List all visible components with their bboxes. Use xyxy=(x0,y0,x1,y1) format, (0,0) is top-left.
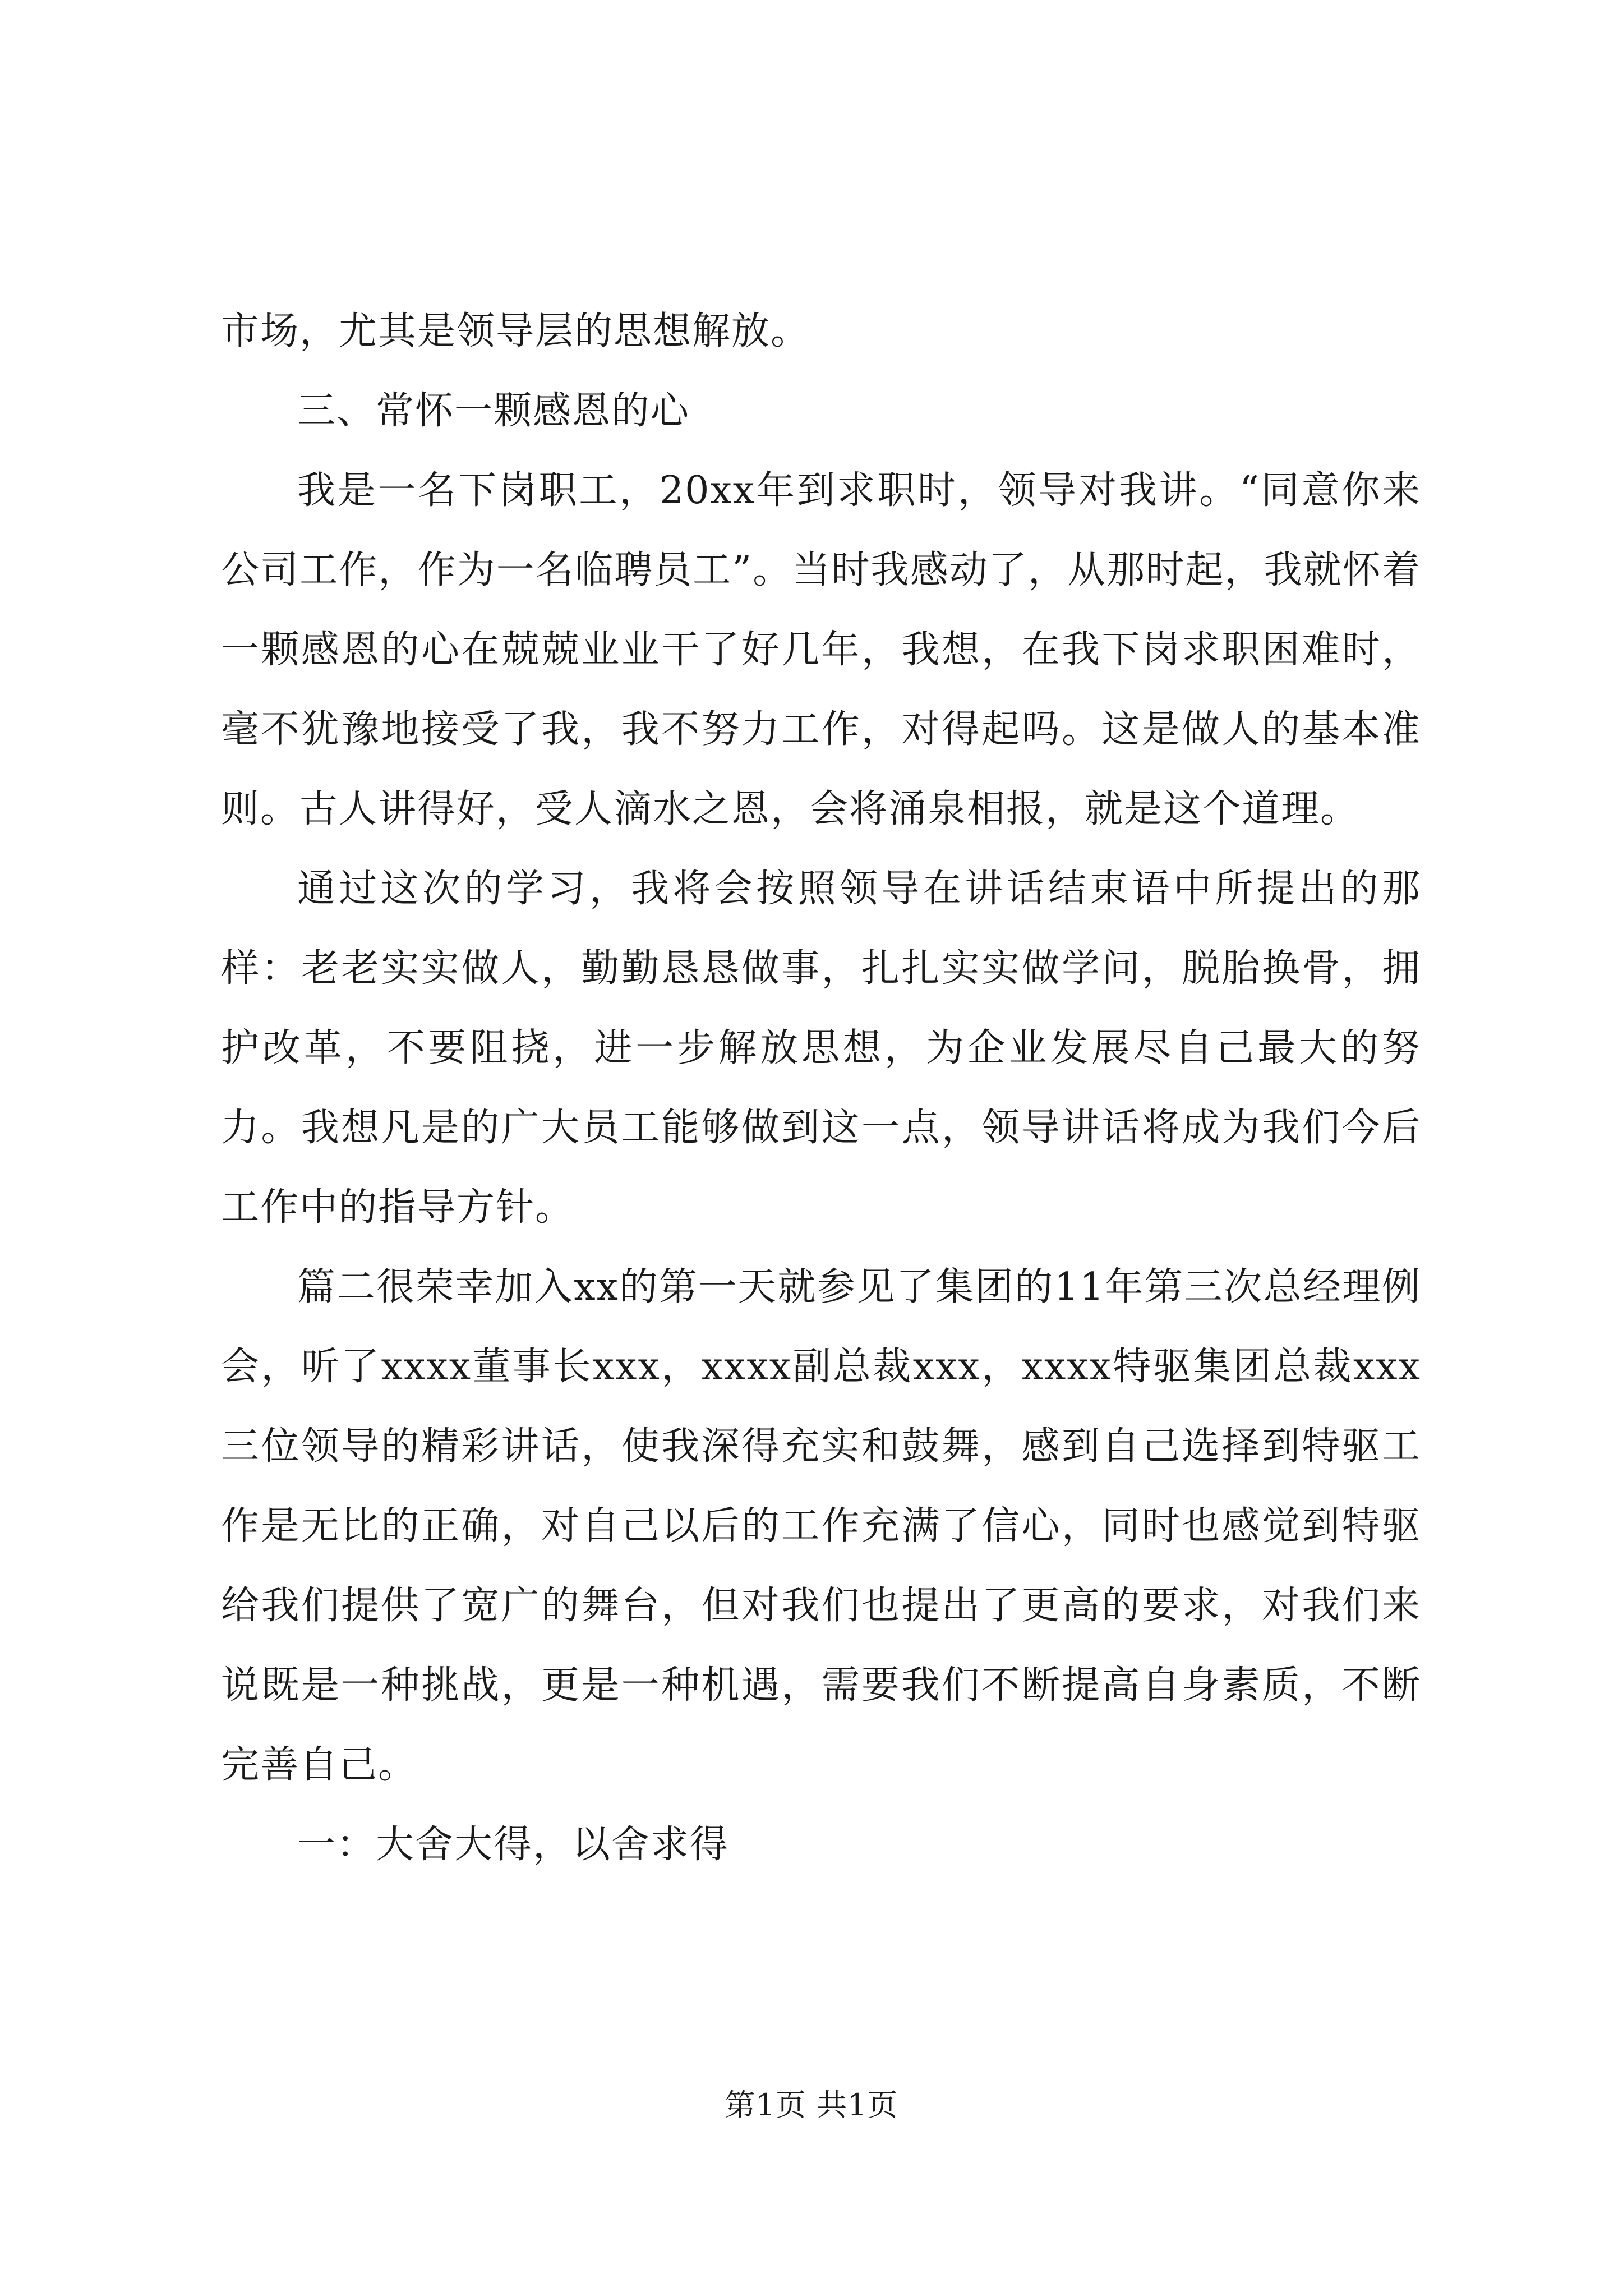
paragraph: 市场，尤其是领导层的思想解放。 xyxy=(221,309,810,353)
section-heading: 三、常怀一颗感恩的心 xyxy=(297,389,690,433)
paragraph: 通过这次的学习，我将会按照领导在讲话结束语中所提出的那样：老老实实做人，勤勤恳恳做事，扎扎实实做学问，脱胎换骨，拥护改革，不要阻挠，进一步解放思想，为企业发展尽自己最大的努力。我想凡是的广大员工能够做到这一点，领导讲话将成为我们今后工作中的指导方针。 xyxy=(221,867,1421,1230)
paragraph: 篇二很荣幸加入xx的第一天就参见了集团的11年第三次总经理例会，听了xxxx董事长xxx，xxxx副总裁xxx，xxxx特驱集团总裁xxx三位领导的精彩讲话，使我深得充实和鼓舞，感到自己选择到特驱工作是无比的正确，对自己以后的工作充满了信心，同时也感觉到特驱给我们提供了宽广的舞台，但对我们也提出了更高的要求，对我们来说既是一种挑战，更是一种机遇，需要我们不断提高自身素质，不断完善自己。 xyxy=(221,1265,1421,1787)
paragraph: 我是一名下岗职工，20xx年到求职时，领导对我讲。“同意你来公司工作，作为一名临聘员工”。当时我感动了，从那时起，我就怀着一颗感恩的心在兢兢业业干了好几年，我想，在我下岗求职困难时，毫不犹豫地接受了我，我不努力工作，对得起吗。这是做人的基本准则。古人讲得好，受人滴水之恩，会将涌泉相报，就是这个道理。 xyxy=(221,468,1421,831)
document-body xyxy=(221,292,1421,1885)
page-footer: 第1页 共1页 xyxy=(725,2087,898,2123)
section-heading: 一：大舍大得，以舍求得 xyxy=(297,1823,730,1867)
